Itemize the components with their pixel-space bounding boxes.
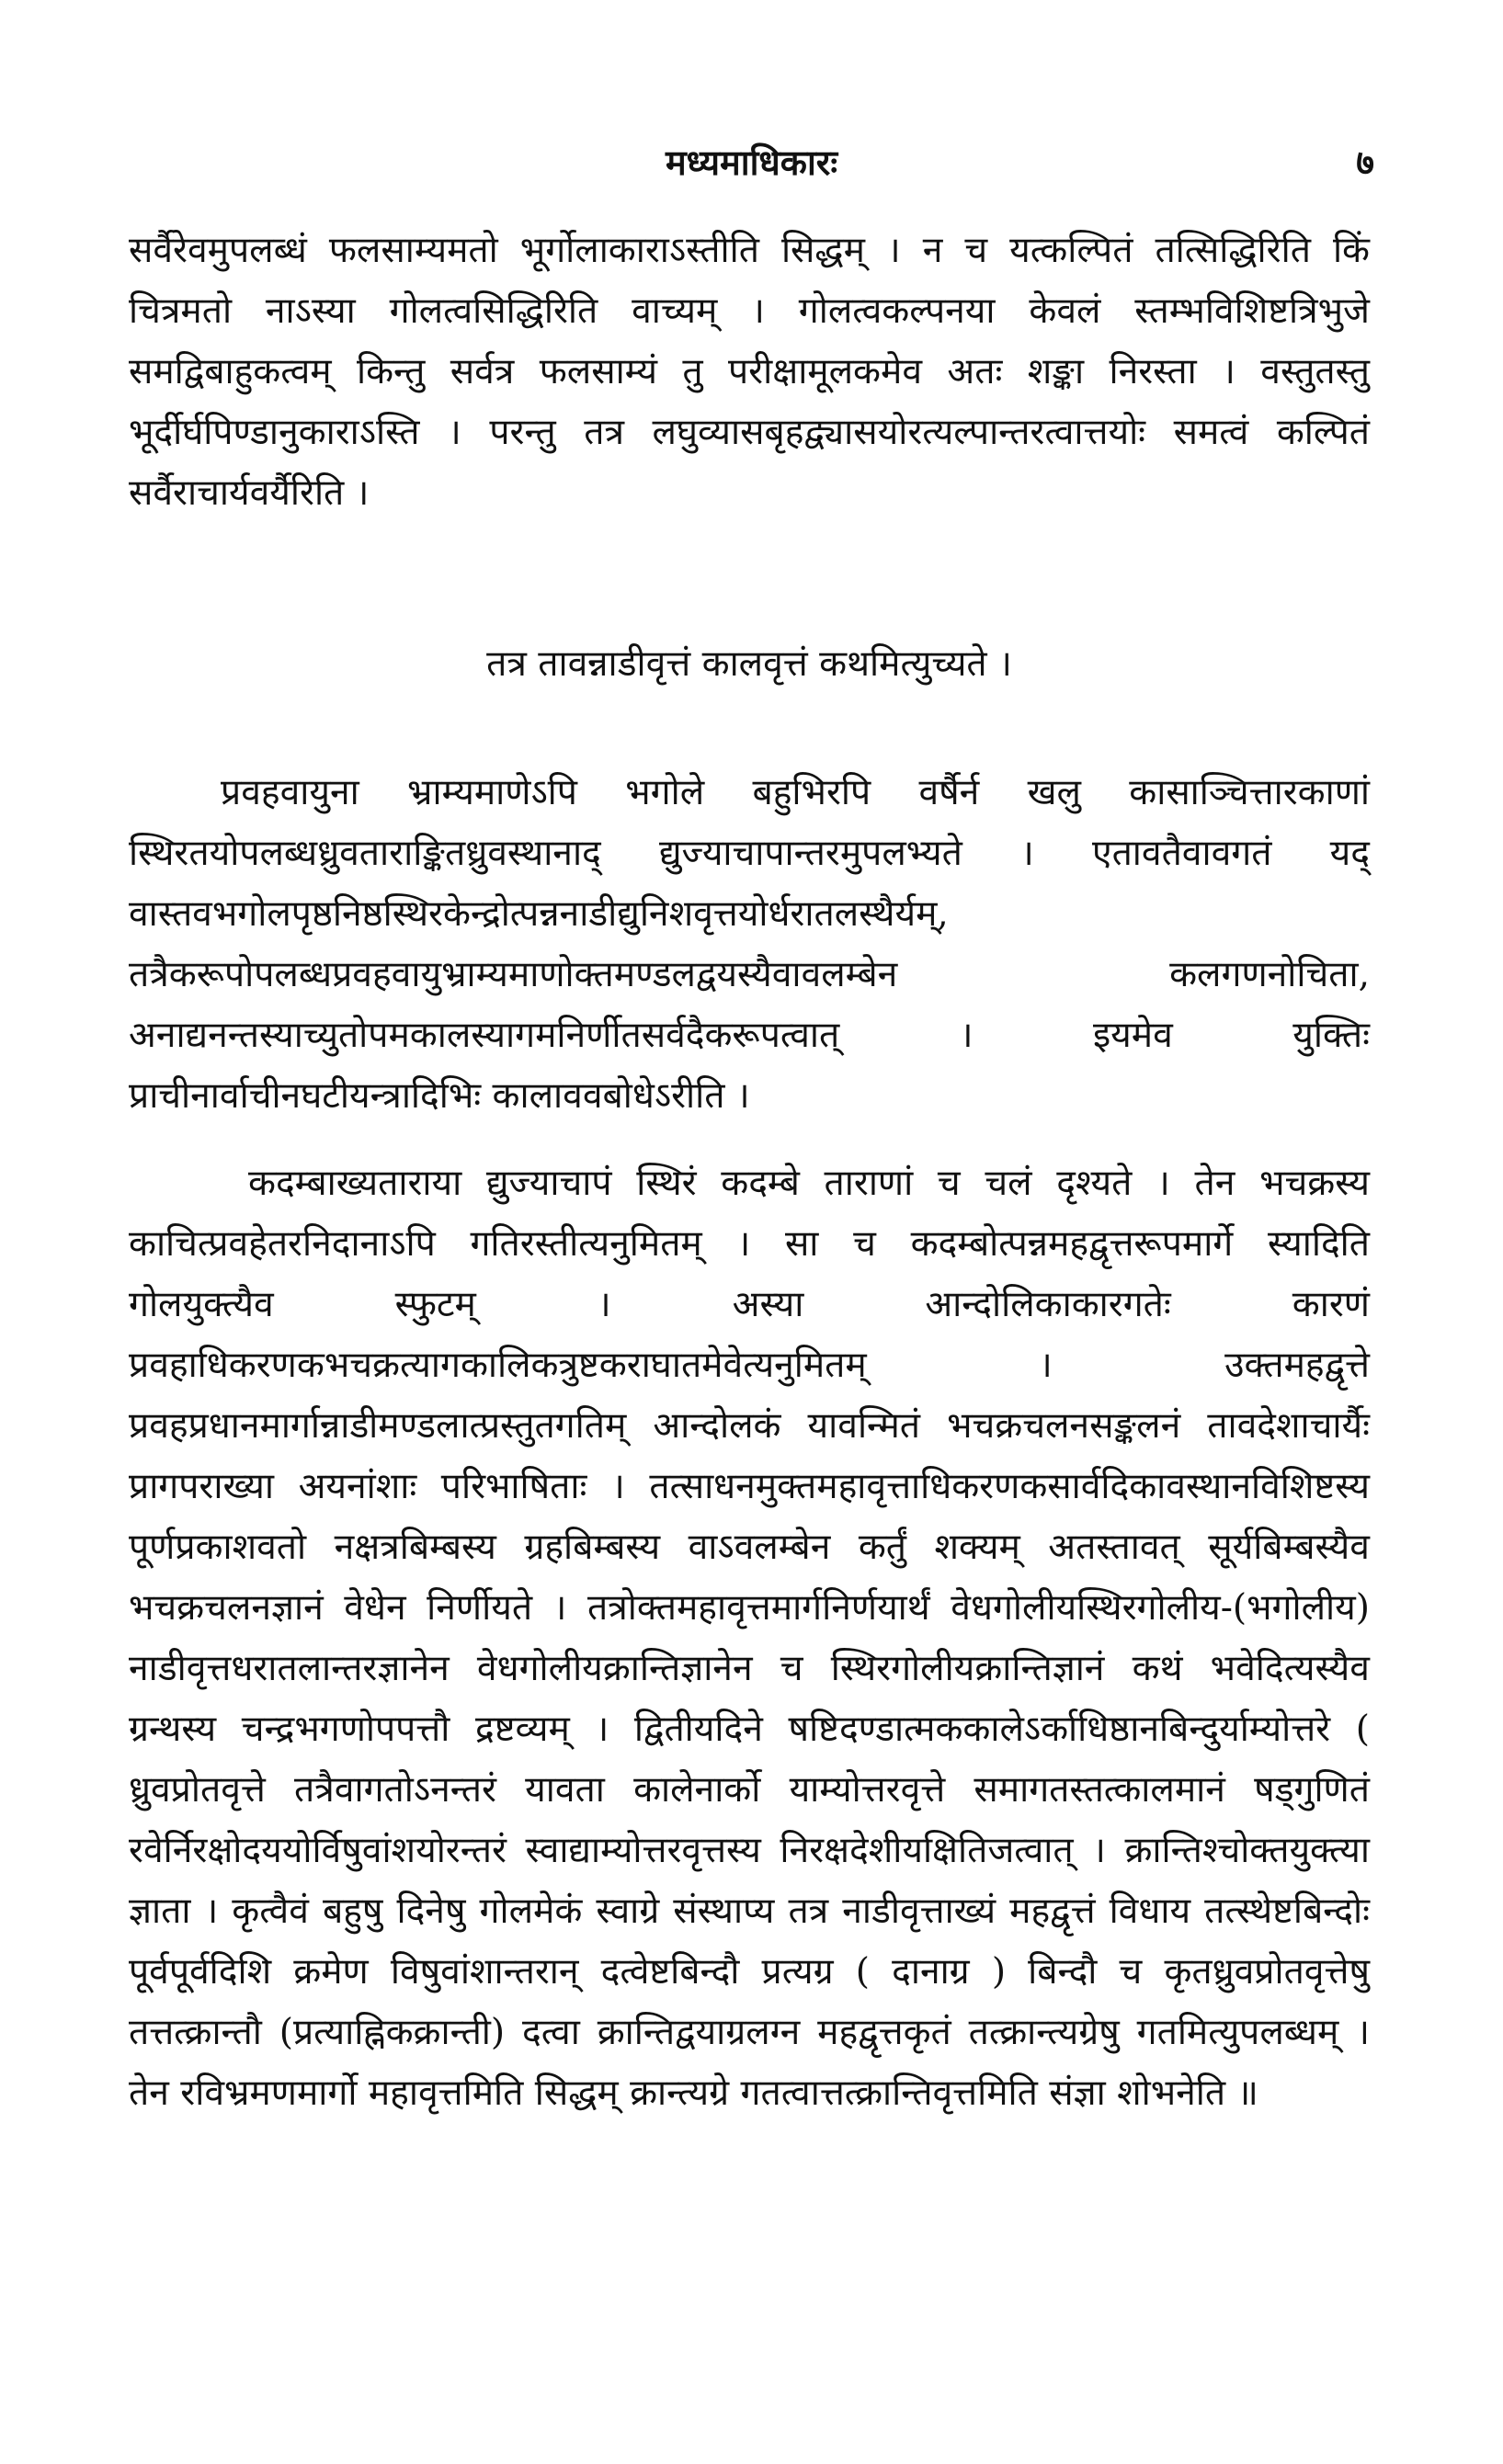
running-head: [129, 138, 1374, 193]
paragraph-3: कदम्बाख्यताराया द्युज्याचापं स्थिरं कदम्बे ताराणां च चलं दृश्यते । तेन भचक्रस्य काचित्प्रवहेतरनिदानाऽपि गतिरस्तीत्यनुमितम् । सा च कदम्बोत्पन्नमहद्वृत्तरूपमार्गे स्यादिति गोलयुक्त्यैव स्फुटम् । अस्या आन्दोलिकाकारगतेः कारणं प्रवहाधिकरणकभचक्रत्यागकालिकत्रुष्टकराघातमेवेत्यनुमितम् । उक्तमहद्वृत्ते प्रवहप्रधानमार्गान्नाडीमण्डलात्प्रस्तुतगतिम् आन्दोलकं यावन्मितं भचक्रचलनसङ्कलनं तावदेशाचार्यैः प्रागपराख्या अयनांशाः परिभाषिताः । तत्साधनमुक्तमहावृत्ताधिकरणकसार्वदिकावस्थानविशिष्टस्य पूर्णप्रकाशवतो नक्षत्रबिम्बस्य ग्रहबिम्बस्य वाऽवलम्बेन कर्तुं शक्यम् अतस्तावत् सूर्यबिम्बस्यैव भचक्रचलनज्ञानं वेधेन निर्णीयते । तत्रोक्तमहावृत्तमार्गनिर्णयार्थं वेधगोलीयस्थिरगोलीय-(भगोलीय) नाडीवृत्तधरातलान्तरज्ञानेन वेधगोलीयक्रान्तिज्ञानेन च स्थिरगोलीयक्रान्तिज्ञानं कथं भवेदित्यस्यैव ग्रन्थस्य चन्द्रभगणोपपत्तौ द्रष्टव्यम् । द्वितीयदिने षष्टिदण्डात्मककालेऽर्काधिष्ठानबिन्दुर्याम्योत्तरे ( ध्रुवप्रोतवृत्ते तत्रैवागतोऽनन्तरं यावता कालेनार्को याम्योत्तरवृत्ते समागतस्तत्कालमानं षड्गुणितं रवेर्निरक्षोदययोर्विषुवांशयोरन्तरं स्वाद्याम्योत्तरवृत्तस्य निरक्षदेशीयक्षितिजत्वात् । क्रान्तिश्चोक्तयुक्त्या ज्ञाता । कृत्वैवं बहुषु दिनेषु गोलमेकं स्वाग्रे संस्थाप्य तत्र नाडीवृत्ताख्यं महद्वृत्तं विधाय तत्स्थेष्टबिन्दोः पूर्वपूर्वदिशि क्रमेण विषुवांशान्तरान् दत्वेष्टबिन्दौ प्रत्यग्र ( दानाग्र ) बिन्दौ च कृतध्रुवप्रोतवृत्तेषु तत्तत्क्रान्तौ (प्रत्याह्निकक्रान्ती) दत्वा क्रान्तिद्वयाग्रलग्न महद्वृत्तकृतं तत्क्रान्त्यग्रेषु गतमित्युपलब्धम् । तेन रविभ्रमणमार्गो महावृत्तमिति सिद्धम् क्रान्त्यग्रे गतत्वात्तत्क्रान्तिवृत्तमिति संज्ञा शोभनेति ॥: [129, 1163, 1370, 2114]
paragraph-2: प्रवहवायुना भ्राम्यमाणेऽपि भगोले बहुभिरपि वर्षैर्न खलु कासाञ्चित्तारकाणां स्थिरतयोपलब्धध्रुवताराङ्कितध्रुवस्थानाद् द्युज्याचापान्तरमुपलभ्यते । एतावतैवावगतं यद् वास्तवभगोलपृष्ठनिष्ठस्थिरकेन्द्रोत्पन्ननाडीद्युनिशवृत्तयोर्धरातलस्थैर्यम्, तत्रैकरूपोपलब्धप्रवहवायुभ्राम्यमाणोक्तमण्डलद्वयस्यैवावलम्बेन कलगणनोचिता, अनाद्यनन्तस्याच्युतोपमकालस्यागमनिर्णीतसर्वदैकरूपत्वात् । इयमेव युक्तिः प्राचीनार्वाचीनघटीयन्त्रादिभिः कालाववबोधेऽरीति ।: [129, 772, 1370, 1117]
page-title: मध्यमाधिकारः: [665, 142, 838, 183]
page-number: ७: [1356, 142, 1374, 183]
section-heading: तत्र तावन्नाडीवृत्तं कालवृत्तं कथमित्युच्यते ।: [486, 643, 1012, 685]
paragraph-1: सर्वैरेवमुपलब्धं फलसाम्यमतो भूर्गोलाकाराऽस्तीति सिद्धम् । न च यत्कल्पितं तत्सिद्धिरिति किं चित्रमतो नाऽस्या गोलत्वसिद्धिरिति वाच्यम् । गोलत्वकल्पनया केवलं स्तम्भविशिष्टत्रिभुजे समद्विबाहुकत्वम् किन्तु सर्वत्र फलसाम्यं तु परीक्षामूलकमेव अतः शङ्का निरस्ता । वस्तुतस्तु भूर्दीर्घपिण्डानुकाराऽस्ति । परन्तु तत्र लघुव्यासबृहद्व्यासयोरत्यल्पान्तरत्वात्तयोः समत्वं कल्पितं सर्वैराचार्यवर्यैरिति ।: [129, 230, 1370, 514]
